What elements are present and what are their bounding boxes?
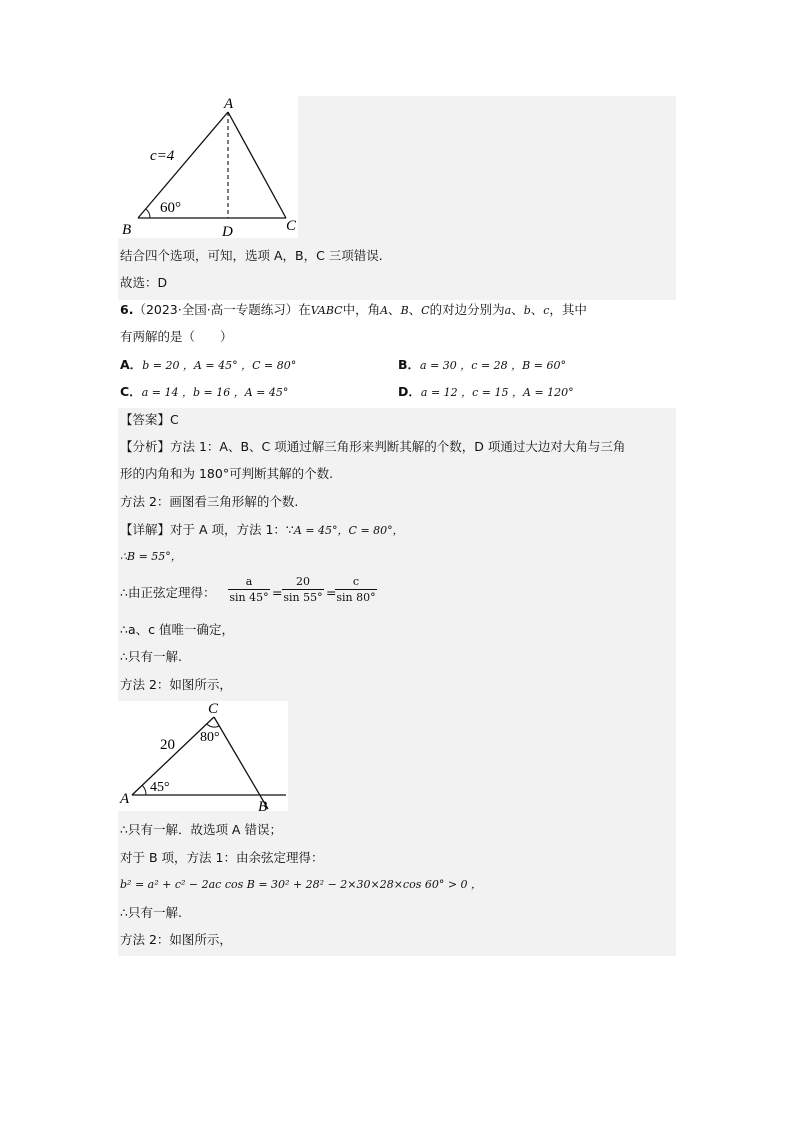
options-conclusion: 结合四个选项，可知，选项 A，B，C 三项错误. — [120, 248, 383, 263]
angle-var-b: B — [400, 304, 409, 317]
sep: 、 — [511, 302, 524, 317]
fraction-20-sin55 — [282, 575, 324, 604]
question-number: 6. — [120, 302, 134, 317]
answer-line: 【答案】C — [120, 412, 179, 427]
cosine-law-line: b² = a² + c² − 2ac cos B = 30² + 28² − 2×30×28×cos 60° > 0 ， — [120, 878, 483, 891]
sep: 、 — [530, 302, 544, 317]
question-stem-line2: 有两解的是（ ） — [120, 329, 233, 344]
angle-label-a: 45° — [150, 780, 170, 795]
detail-given: A = 45°，C = 80°， — [293, 524, 404, 537]
angle-b-step: ∴B = 55°， — [120, 550, 182, 563]
choice-answer: 故选：D — [120, 275, 168, 290]
vertex-label-b: B — [122, 222, 132, 238]
detail-line-1 — [120, 522, 404, 539]
triangle-abc-diagram — [118, 96, 298, 238]
angle-label-b: 60° — [160, 200, 181, 216]
side-label-c: c=4 — [150, 148, 175, 164]
method2-figure-line-2: 方法 2：如图所示， — [120, 932, 232, 947]
side-var-c: c — [543, 304, 550, 317]
triangle-45-80-diagram — [118, 701, 288, 811]
question-source: （2023·全国·高一专题练习）在 — [133, 302, 311, 317]
side-length-label: 20 — [160, 737, 175, 753]
option-a-text: b = 20 ，A = 45° ，C = 80° — [142, 359, 297, 372]
fraction-denominator: sin 80° — [336, 591, 376, 604]
foot-label-d: D — [222, 224, 233, 238]
fraction-denominator: sin 45° — [229, 591, 269, 604]
question-text: 的对边分别为 — [429, 302, 505, 317]
option-b-method1: 对于 B 项，方法 1：由余弦定理得： — [120, 850, 324, 865]
option-a — [120, 357, 296, 374]
question-stem — [120, 302, 587, 319]
option-d-label: D． — [398, 384, 421, 399]
triangle-figure-1 — [118, 96, 298, 238]
option-c-label: C． — [120, 384, 142, 399]
angle-label-c: 80° — [200, 730, 220, 745]
side-var-b: b — [523, 304, 531, 317]
sine-law-prefix: ∴由正弦定理得： — [120, 585, 216, 600]
sep: 、 — [408, 302, 422, 317]
detail-prefix: 【详解】对于 A 项，方法 1：∵ — [120, 522, 294, 537]
fraction-c-sin80 — [335, 575, 377, 604]
analysis-line-1: 【分析】方法 1：A、B、C 项通过解三角形来判断其解的个数，D 项通过大边对大角与三角 — [120, 439, 626, 454]
unique-values-line: ∴a、c 值唯一确定， — [120, 622, 234, 637]
fraction-numerator: 20 — [296, 575, 310, 588]
side-var-a: a — [504, 304, 512, 317]
angle-var-a: A — [380, 304, 389, 317]
fraction-numerator: a — [245, 575, 253, 588]
analysis-line-2: 形的内角和为 180°可判断其解的个数. — [120, 466, 334, 481]
option-c — [120, 384, 288, 401]
vertex-label-c: C — [286, 218, 297, 234]
option-b-text: a = 30 ，c = 28 ，B = 60° — [420, 359, 566, 372]
fraction-a-sin45 — [228, 575, 270, 604]
one-solution-line-2: ∴只有一解. — [120, 905, 182, 920]
vertex-label-c: C — [208, 701, 219, 717]
sep: 、 — [388, 302, 401, 317]
method2-figure-line: 方法 2：如图所示， — [120, 677, 232, 692]
question-text: 中，角 — [342, 302, 381, 317]
option-b-label: B． — [398, 357, 421, 372]
vertex-label-a: A — [224, 96, 234, 112]
option-a-label: A． — [120, 357, 143, 372]
fraction-numerator: c — [352, 575, 360, 588]
triangle-figure-2 — [118, 701, 288, 811]
vertex-label-a: A — [120, 791, 130, 807]
method2-line: 方法 2：画图看三角形解的个数. — [120, 494, 299, 509]
fraction-denominator: sin 55° — [283, 591, 323, 604]
option-d — [398, 384, 574, 401]
one-solution-line: ∴只有一解. — [120, 649, 182, 664]
option-b — [398, 357, 566, 374]
question-text: ，其中 — [549, 302, 587, 317]
equals-sign: = — [326, 585, 337, 600]
equals-sign: = — [272, 585, 283, 600]
option-c-text: a = 14 ，b = 16 ，A = 45° — [141, 386, 289, 399]
triangle-name: VABC — [310, 304, 343, 317]
vertex-label-b: B — [258, 799, 268, 811]
angle-var-c: C — [421, 304, 430, 317]
option-d-text: a = 12 ，c = 15 ，A = 120° — [420, 386, 574, 399]
conclusion-option-a: ∴只有一解．故选项 A 错误； — [120, 822, 282, 837]
